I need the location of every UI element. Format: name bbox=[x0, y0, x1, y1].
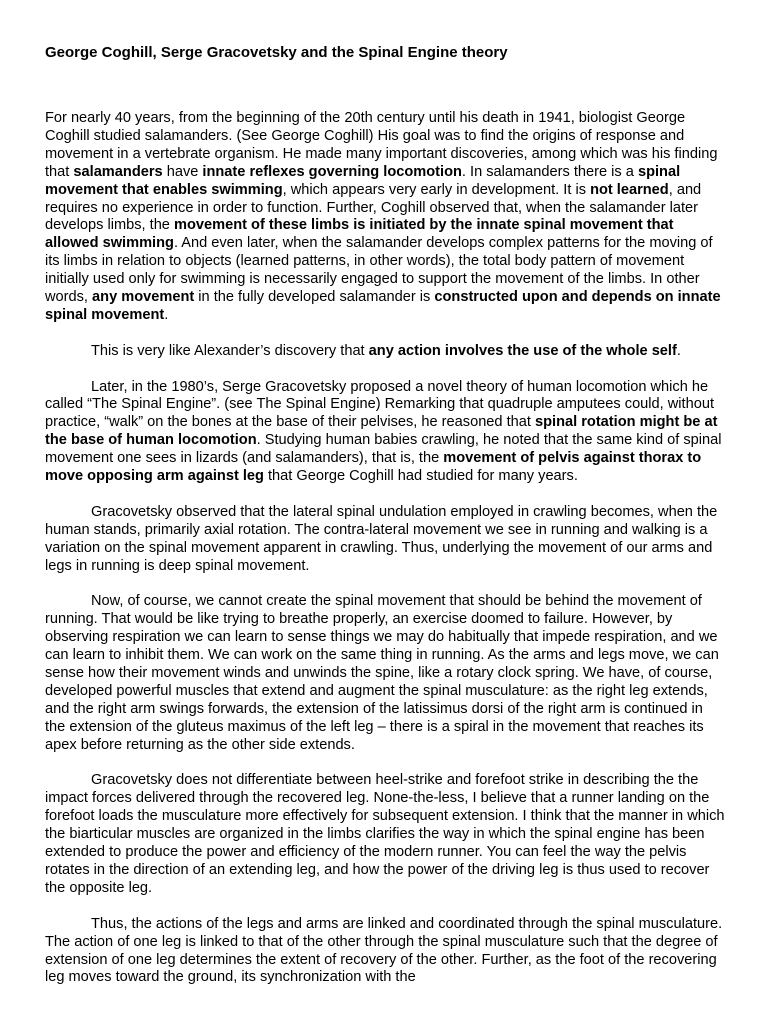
text-run: . bbox=[164, 306, 169, 323]
paragraph bbox=[45, 343, 725, 361]
text-run: have bbox=[162, 163, 203, 180]
bold-text: spinal movement that enables swimming bbox=[45, 163, 681, 198]
text-run: . And even later, when the salamander develops complex patterns for the moving of its limbs in relation to objects (learned patterns, in other words), the total body pattern of movement initially used only for swimming is necessarily engaged to support the movement of the limbs. In other words, bbox=[45, 235, 713, 306]
bold-text: salamanders bbox=[73, 163, 163, 180]
bold-text: movement of these limbs is initiated by the innate spinal movement that allowed swimming bbox=[45, 217, 674, 252]
bold-text: constructed upon and depends on innate spinal movement bbox=[45, 289, 721, 323]
paragraph bbox=[45, 110, 725, 325]
text-run: Thus, the actions of the legs and arms are linked and coordinated through the spinal musculature. The action of one leg is linked to that of the other through the spinal musculature such that the degree of extension of one leg determines the extent of recovery of the other. Further, as the foot of the recovering leg moves toward the ground, its synchronization with the bbox=[45, 915, 723, 986]
paragraph bbox=[45, 379, 725, 486]
text-run: in the fully developed salamander is bbox=[194, 289, 435, 306]
text-run: This is very like Alexander’s discovery that bbox=[91, 342, 369, 359]
text-run: . In salamanders there is a bbox=[461, 163, 638, 180]
text-run: Gracovetsky does not differentiate between heel-strike and forefoot strike in describing the the impact forces delivered through the recovered leg. None-the-less, I believe that a runner landing on the forefoot loads the musculature more effectively for subsequent extension. I think that the manner in which the biarticular muscles are organized in the limbs clarifies the way in which the spinal engine has been extended to produce the power and efficiency of the modern runner. You can feel the way the pelvis rotates in the direction of an extending leg, and how the power of the driving leg is thus used to recover the opposite leg. bbox=[45, 772, 725, 896]
text-run: . Studying human babies crawling, he noted that the same kind of spinal movement one sees in lizards (and salamanders), that is, the bbox=[45, 432, 722, 467]
bold-text: any action involves the use of the whole self bbox=[368, 342, 677, 359]
text-run: Now, of course, we cannot create the spinal movement that should be behind the movement of running. That would be like trying to breathe properly, an exercise doomed to failure. However, by observing respiration we can learn to sense things we may do habitually that impede respiration, and we can learn to inhibit them. We can work on the same thing in running. As the arms and legs move, we can sense how their movement winds and unwinds the spine, like a rotary clock spring. We have, of course, developed powerful muscles that extend and augment the spinal musculature: as the right leg extends, and the right arm swings forwards, the extension of the latissimus dorsi of the right arm is continued in the extension of the gluteus maximus of the left leg – there is a spiral in the movement that reaches its apex before returning as the other side extends. bbox=[45, 593, 719, 753]
text-run: Later, in the 1980’s, Serge Gracovetsky proposed a novel theory of human locomotion which he called “The Spinal Engine”. (see The Spinal Engine) Remarking that quadruple amputees could, without practice, “walk” on the bones at the base of their pelvises, he reasoned that bbox=[45, 378, 715, 431]
text-run: that George Coghill had studied for many years. bbox=[263, 468, 578, 485]
bold-text: movement of pelvis against thorax to move opposing arm against leg bbox=[45, 450, 702, 485]
paragraph bbox=[45, 772, 725, 897]
text-run: , and requires no experience in order to function. Further, Coghill observed that, when the salamander later develops limbs, the bbox=[45, 181, 702, 234]
bold-text: not learned bbox=[590, 181, 669, 198]
bold-text: innate reflexes governing locomotion bbox=[202, 163, 462, 180]
paragraph bbox=[45, 916, 725, 988]
text-run: Gracovetsky observed that the lateral spinal undulation employed in crawling becomes, when the human stands, primarily axial rotation. The contra-lateral movement we see in running and walking is a variation on the spinal movement apparent in crawling. Thus, underlying the movement of our arms and legs in running is deep spinal movement. bbox=[45, 503, 718, 574]
document-body bbox=[45, 110, 725, 1005]
text-run: , which appears very early in development. It is bbox=[282, 181, 591, 198]
text-run: . bbox=[676, 342, 681, 359]
text-run: For nearly 40 years, from the beginning of the 20th century until his death in 1941, biologist George Coghill studied salamanders. (See George Coghill) His goal was to find the origins of response and movement in a vertebrate organism. He made many important discoveries, among which was his finding that bbox=[45, 110, 718, 180]
bold-text: any movement bbox=[92, 289, 195, 306]
document-title: George Coghill, Serge Gracovetsky and the Spinal Engine theory bbox=[45, 44, 508, 61]
paragraph bbox=[45, 504, 725, 576]
paragraph bbox=[45, 593, 725, 754]
bold-text: spinal rotation might be at the base of human locomotion bbox=[45, 414, 718, 449]
